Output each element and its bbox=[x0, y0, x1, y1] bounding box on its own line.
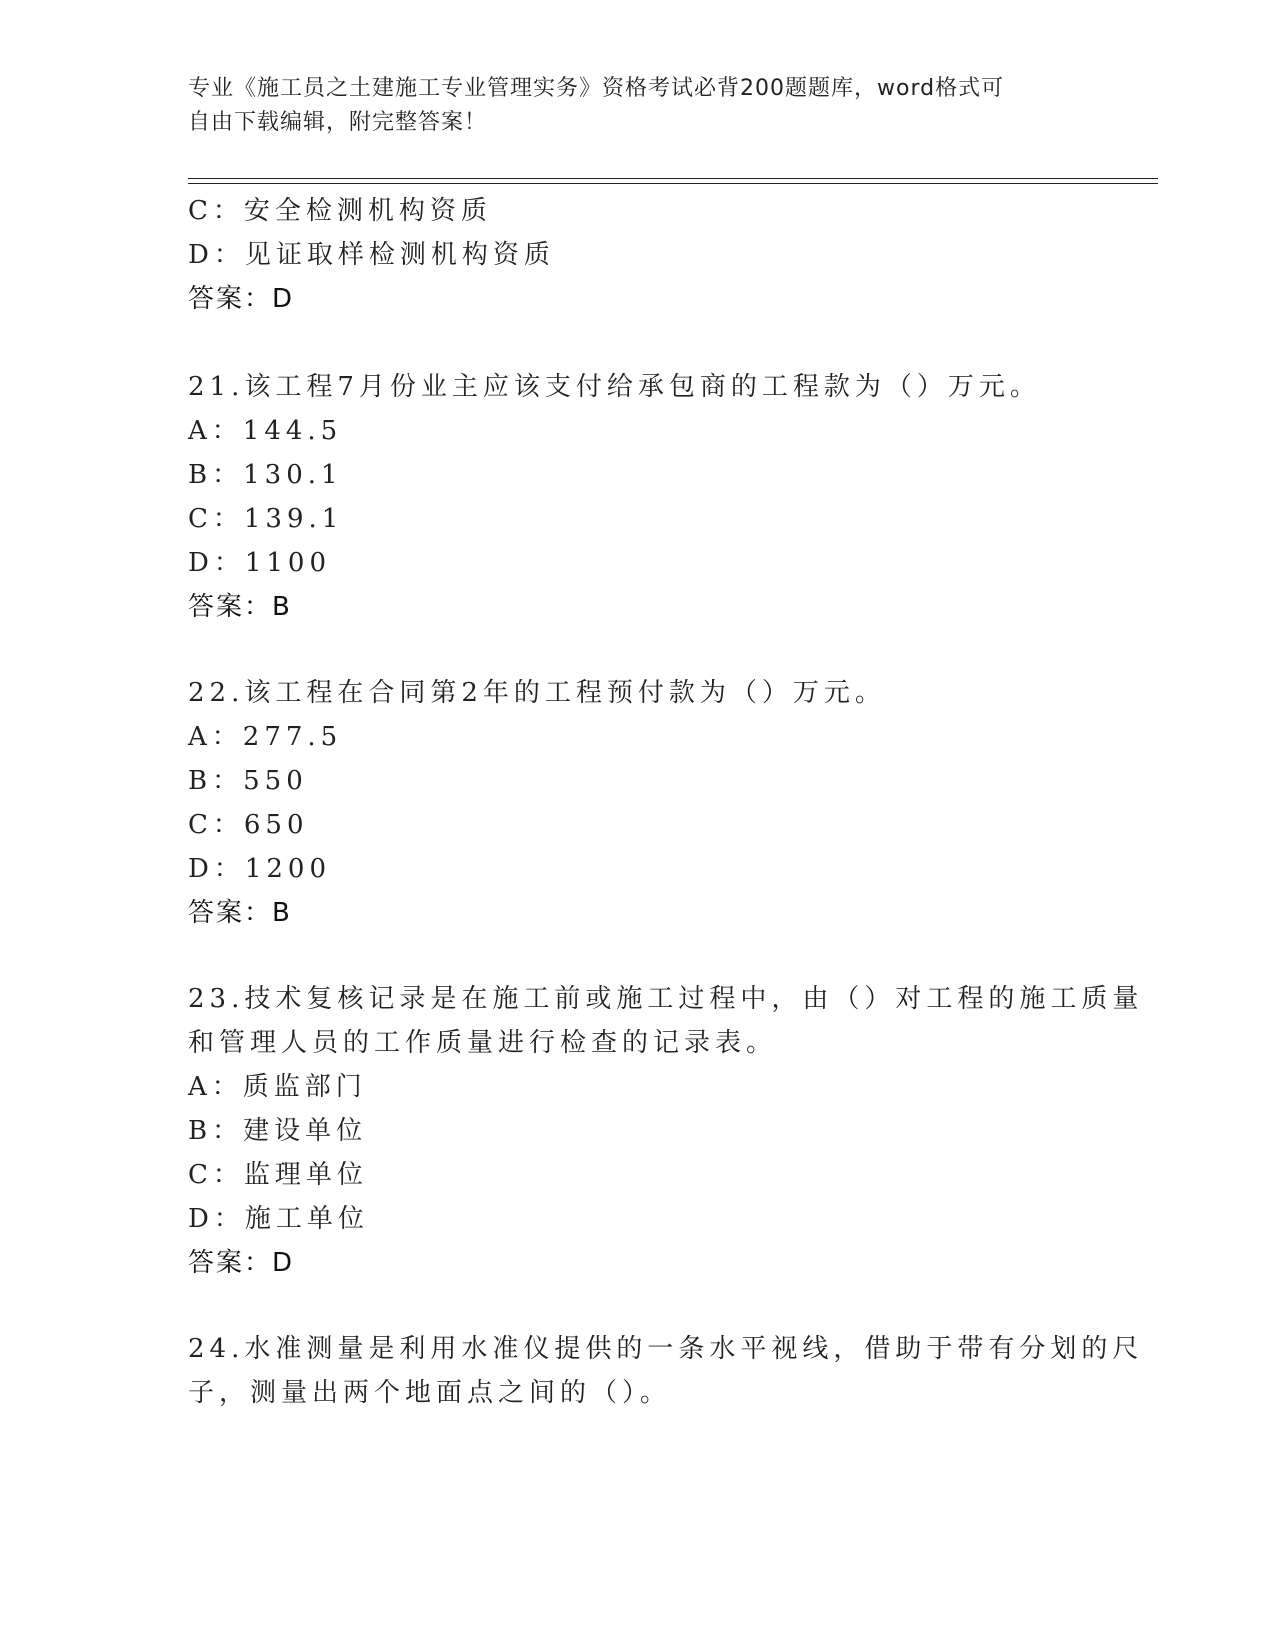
q23-option-a: A：质监部门 bbox=[188, 1072, 367, 1102]
q21-option-b: B：130.1 bbox=[188, 460, 343, 490]
header-divider-bottom bbox=[188, 183, 1158, 184]
q22-stem: 22.该工程在合同第2年的工程预付款为（）万元。 bbox=[188, 678, 886, 708]
q23-stem-line-2: 和管理人员的工作质量进行检查的记录表。 bbox=[188, 1028, 778, 1058]
prev-option-d: D：见证取样检测机构资质 bbox=[188, 240, 555, 270]
page-header bbox=[188, 72, 1088, 140]
q22-option-b: B：550 bbox=[188, 766, 308, 796]
q24-stem-line-1: 24.水准测量是利用水准仪提供的一条水平视线，借助于带有分划的尺 bbox=[188, 1334, 1144, 1364]
header-line-1: 专业《施工员之土建施工专业管理实务》资格考试必背200题题库，word格式可 bbox=[188, 76, 1005, 101]
q23-answer: 答案：D bbox=[188, 1248, 295, 1278]
q21-stem: 21.该工程7月份业主应该支付给承包商的工程款为（）万元。 bbox=[188, 372, 1041, 402]
q24-stem-line-2: 子，测量出两个地面点之间的（）。 bbox=[188, 1378, 672, 1408]
q23-option-d: D：施工单位 bbox=[188, 1204, 369, 1234]
prev-option-c: C：安全检测机构资质 bbox=[188, 196, 492, 226]
q22-answer: 答案：B bbox=[188, 898, 292, 928]
prev-answer: 答案：D bbox=[188, 284, 295, 314]
q21-option-a: A：144.5 bbox=[188, 416, 343, 446]
q22-option-c: C：650 bbox=[188, 810, 309, 840]
q21-option-d: D：1100 bbox=[188, 548, 332, 578]
q23-option-b: B：建设单位 bbox=[188, 1116, 368, 1146]
q22-option-a: A：277.5 bbox=[188, 722, 343, 752]
header-line-2: 自由下载编辑，附完整答案！ bbox=[188, 110, 488, 135]
header-divider-top bbox=[188, 178, 1158, 179]
q23-stem-line-1: 23.技术复核记录是在施工前或施工过程中，由（）对工程的施工质量 bbox=[188, 984, 1144, 1014]
q21-answer: 答案：B bbox=[188, 592, 292, 622]
q22-option-d: D：1200 bbox=[188, 854, 332, 884]
q23-option-c: C：监理单位 bbox=[188, 1160, 368, 1190]
q21-option-c: C：139.1 bbox=[188, 504, 344, 534]
